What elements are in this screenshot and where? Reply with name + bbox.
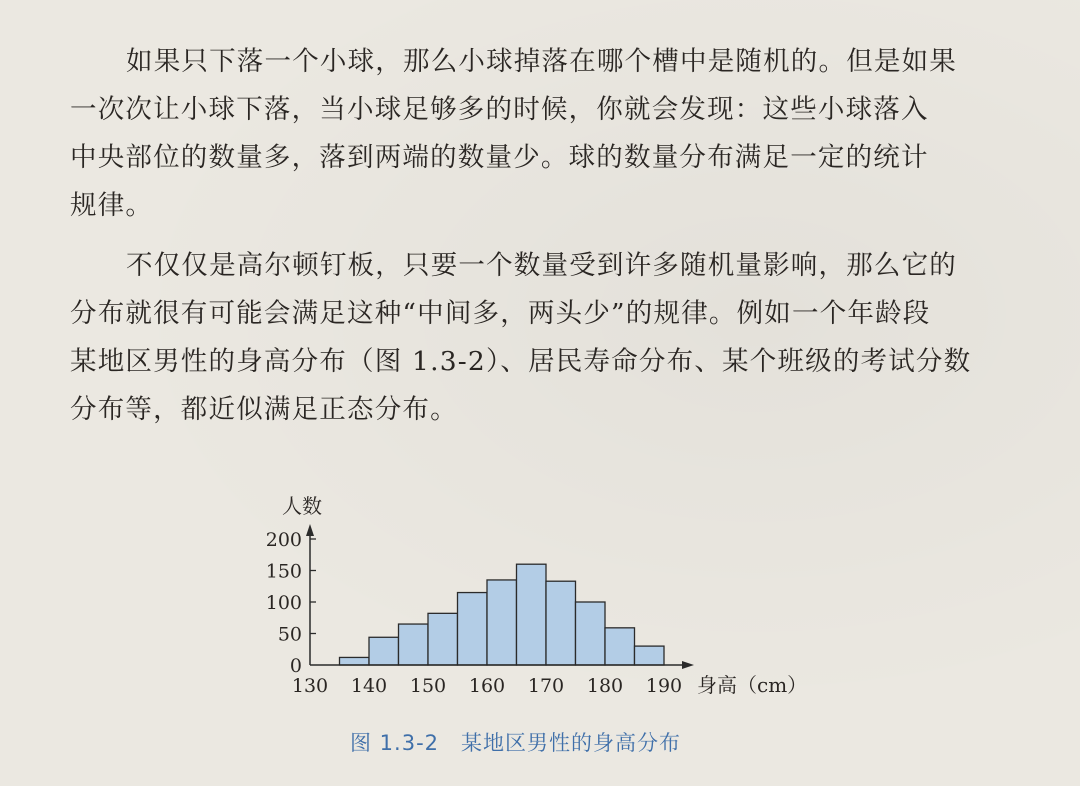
histogram-bar-175-180 [576, 602, 606, 665]
x-tick-label-160: 160 [468, 675, 506, 697]
histogram-bar-185-190 [635, 646, 665, 665]
y-axis-arrow [306, 524, 314, 536]
paragraph-2-line-3: 某地区男性的身高分布（图 1.3-2）、居民寿命分布、某个班级的考试分数 [70, 346, 972, 377]
histogram-bar-155-160 [458, 593, 488, 665]
x-tick-label-170: 170 [527, 675, 565, 697]
x-axis-arrow [682, 661, 694, 669]
figure-number: 图 1.3-2 [350, 731, 440, 755]
x-tick-label-180: 180 [586, 675, 624, 697]
paragraph-1-line-3: 中央部位的数量多，落到两端的数量少。球的数量分布满足一定的统计 [70, 142, 929, 173]
height-histogram-chart [250, 488, 810, 713]
y-tick-label-100: 100 [265, 592, 302, 614]
paragraph-1 [70, 38, 1030, 230]
histogram-bar-165-170 [517, 564, 547, 665]
histogram-bar-150-155 [428, 613, 458, 665]
y-tick-label-0: 0 [289, 655, 302, 677]
x-tick-label-190: 190 [645, 675, 683, 697]
histogram-bar-180-185 [605, 628, 635, 665]
histogram-bar-170-175 [546, 581, 576, 665]
paragraph-1-line-4: 规律。 [70, 190, 154, 221]
y-tick-label-50: 50 [277, 623, 302, 646]
figure-caption [350, 727, 681, 757]
histogram-bars [340, 564, 665, 665]
x-tick-label-130: 130 [291, 675, 329, 697]
figure-title: 某地区男性的身高分布 [461, 731, 682, 755]
paragraph-2 [70, 242, 1030, 434]
x-axis-label: 身高（cm） [697, 673, 808, 697]
histogram-bar-135-140 [340, 657, 370, 665]
y-axis-label: 人数 [282, 494, 322, 518]
y-tick-label-150: 150 [265, 560, 302, 583]
y-tick-label-200: 200 [265, 529, 302, 551]
x-tick-label-140: 140 [350, 675, 388, 697]
paragraph-2-line-1: 不仅仅是高尔顿钉板，只要一个数量受到许多随机量影响，那么它的 [126, 250, 957, 281]
paragraph-1-line-1: 如果只下落一个小球，那么小球掉落在哪个槽中是随机的。但是如果 [126, 46, 957, 77]
paragraph-2-line-2: 分布就很有可能会满足这种“中间多，两头少”的规律。例如一个年龄段 [70, 298, 931, 329]
histogram-bar-160-165 [487, 580, 517, 665]
paragraph-2-line-4: 分布等，都近似满足正态分布。 [70, 394, 458, 425]
histogram-bar-145-150 [399, 624, 429, 665]
x-tick-label-150: 150 [409, 675, 447, 697]
histogram-bar-140-145 [369, 637, 399, 665]
paragraph-1-line-2: 一次次让小球下落，当小球足够多的时候，你就会发现：这些小球落入 [70, 94, 929, 125]
